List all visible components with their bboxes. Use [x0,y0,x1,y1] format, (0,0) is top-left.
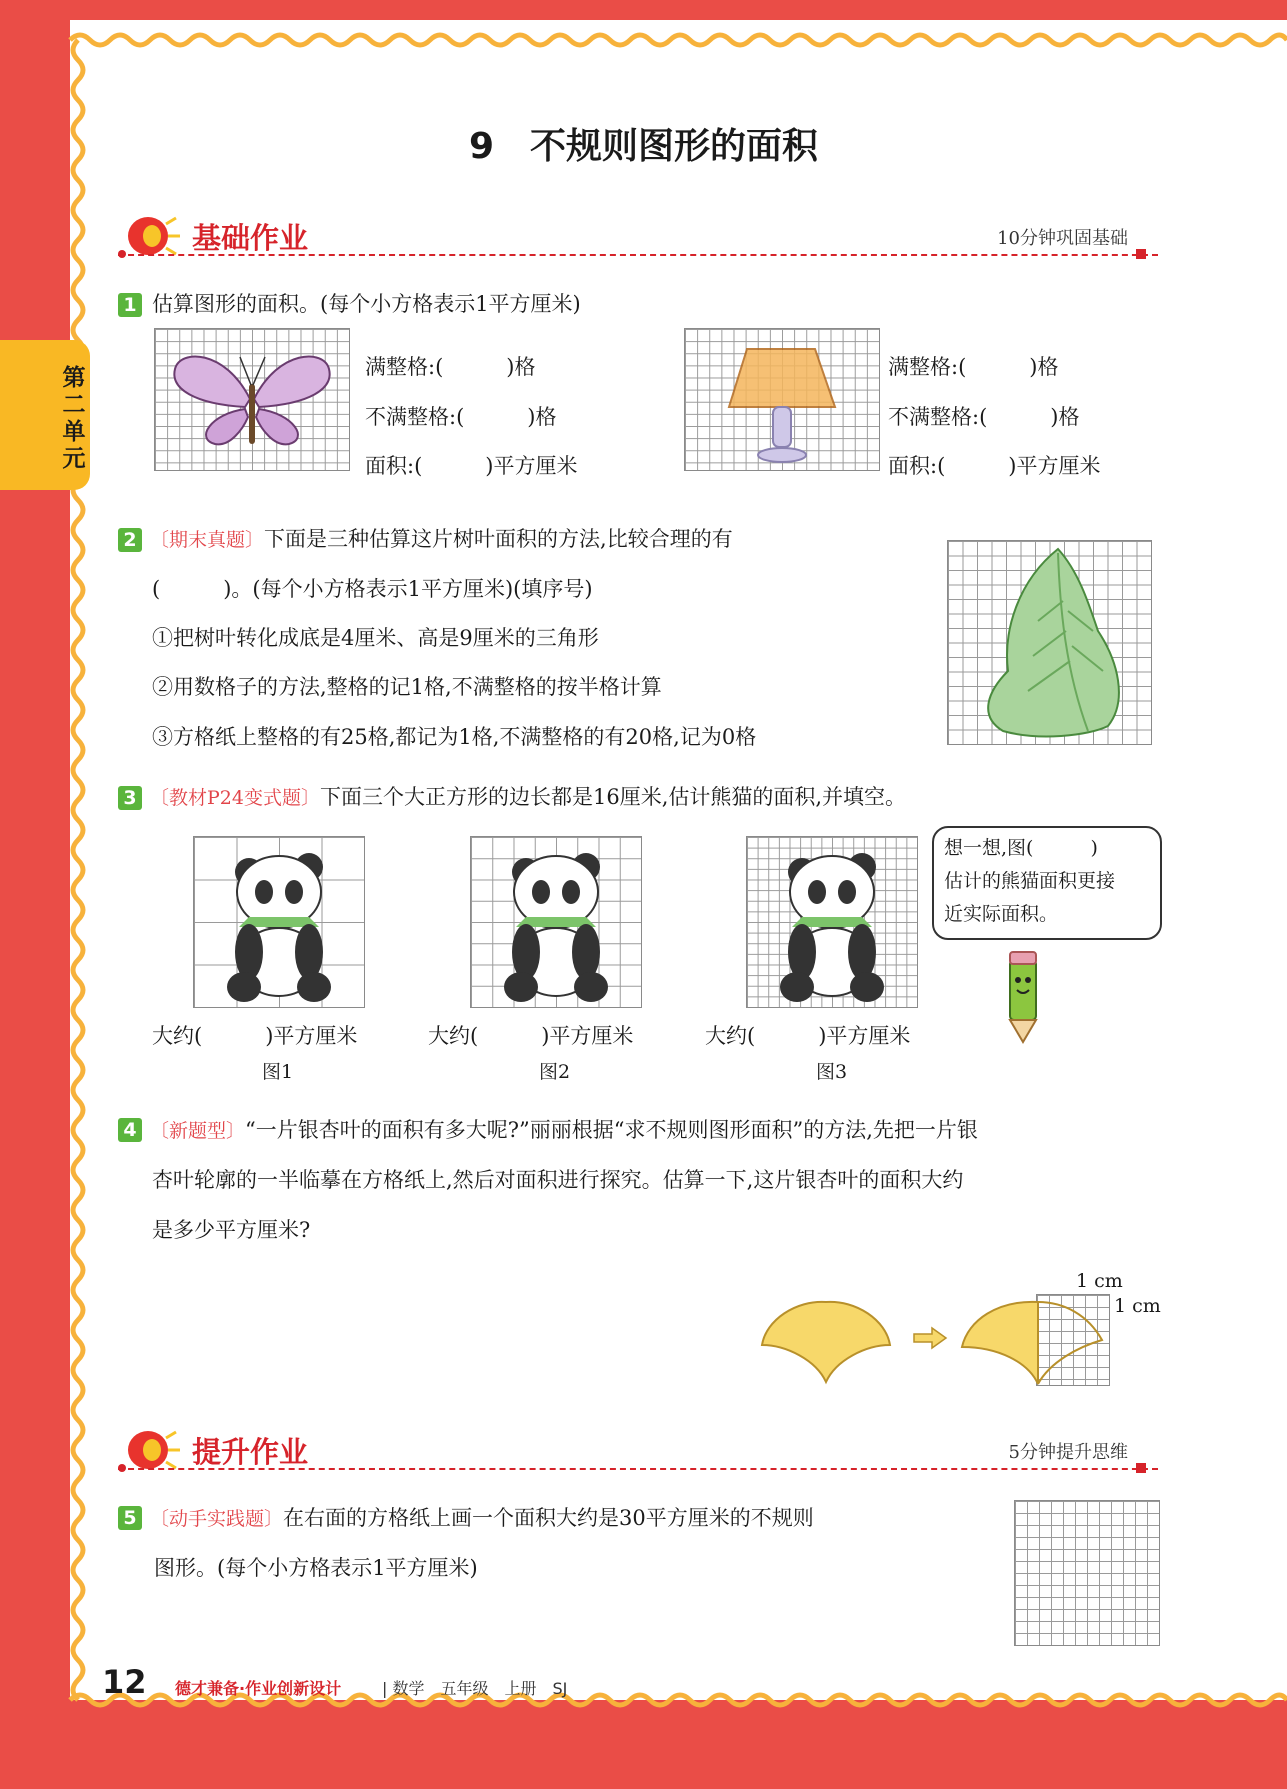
q1-right-partial-blank[interactable]: 不满整格:( )格 [888,405,1080,429]
q4-line3: 是多少平方厘米? [152,1218,311,1242]
ginkgo-leaf-traced-icon [958,1290,1108,1390]
question-number-badge: 5 [118,1506,142,1530]
bubble-line-1[interactable]: 想一想,图( ) [944,837,1098,859]
footer-info: | 数学 五年级 上册 SJ [382,1679,568,1698]
q5-tag: 〔动手实践题〕 [150,1508,284,1530]
q2-option-3: ③方格纸上整格的有25格,都记为1格,不满整格的有20格,记为0格 [152,725,757,749]
unit-label-height: 1 cm [1114,1295,1161,1317]
q2-tag: 〔期末真题〕 [150,529,265,551]
leaf-grid [947,540,1152,745]
q3-fig1-label: 图1 [262,1061,294,1083]
bubble-line-3: 近实际面积。 [944,903,1059,925]
panda-grid-2 [470,836,642,1008]
q3-fig3-answer-blank[interactable]: 大约( )平方厘米 [705,1024,911,1048]
q3-text: 下面三个大正方形的边长都是16厘米,估计熊猫的面积,并填空。 [319,785,907,809]
butterfly-grid [154,328,350,471]
question-number-badge: 2 [118,528,142,552]
q2-answer-blank[interactable]: ( )。(每个小方格表示1平方厘米)(填序号) [152,577,593,601]
ginkgo-leaf-icon [756,1290,896,1390]
q3-line [150,783,906,812]
unit-tab-label: 第二单元 [62,365,86,472]
page-number: 12 [102,1663,147,1701]
panda-icon [747,837,917,1007]
pencil-mascot-icon [994,946,1054,1046]
bubble-line-2: 估计的熊猫面积更接 [944,870,1116,892]
q1-right-area-blank[interactable]: 面积:( )平方厘米 [888,454,1101,478]
q5-line1-text: 在右面的方格纸上画一个面积大约是30平方厘米的不规则 [283,1506,814,1530]
q2-line1-text: 下面是三种估算这片树叶面积的方法,比较合理的有 [264,527,733,551]
q1-left-partial-blank[interactable]: 不满整格:( )格 [365,405,557,429]
q1-left-full-blank[interactable]: 满整格:( )格 [365,355,536,379]
section-divider [118,1468,1158,1470]
drawing-grid[interactable] [1014,1500,1160,1646]
butterfly-icon [155,329,349,470]
q2-option-1: ①把树叶转化成底是4厘米、高是9厘米的三角形 [152,626,599,650]
q2-line1 [150,525,733,554]
q1-right-full-blank[interactable]: 满整格:( )格 [888,355,1059,379]
section-advanced-note: 5分钟提升思维 [1008,1442,1128,1463]
section-basic-header [118,210,1158,270]
q3-fig2-label: 图2 [539,1061,571,1083]
lamp-grid [684,328,880,471]
q1-left-area-blank[interactable]: 面积:( )平方厘米 [365,454,578,478]
page-title: 9 不规则图形的面积 [468,126,819,167]
q4-line2: 杏叶轮廓的一半临摹在方格纸上,然后对面积进行探究。估算一下,这片银杏叶的面积大约 [152,1168,964,1192]
section-advanced-title: 提升作业 [192,1435,309,1469]
q1-prompt: 估算图形的面积。(每个小方格表示1平方厘米) [152,292,581,316]
arrow-right-icon [912,1326,948,1350]
question-number-badge: 4 [118,1118,142,1142]
q3-fig2-answer-blank[interactable]: 大约( )平方厘米 [428,1024,634,1048]
q4-tag: 〔新题型〕 [150,1120,246,1142]
lamp-icon [685,329,879,470]
q3-tag: 〔教材P24变式题〕 [150,787,320,809]
panda-grid-3 [746,836,918,1008]
divider-end-dot [118,1464,126,1472]
q3-fig3-label: 图3 [816,1061,848,1083]
section-basic-note: 10分钟巩固基础 [997,228,1128,249]
section-divider [118,254,1158,256]
question-number-badge: 1 [118,293,142,317]
q5-line1 [150,1504,814,1533]
divider-end-square [1136,249,1146,259]
panda-grid-1 [193,836,365,1008]
panda-icon [471,837,641,1007]
q5-line2: 图形。(每个小方格表示1平方厘米) [154,1556,478,1580]
section-basic-title: 基础作业 [192,221,309,255]
q4-line1-text: “一片银杏叶的面积有多大呢?”丽丽根据“求不规则图形面积”的方法,先把一片银 [245,1118,978,1142]
divider-end-square [1136,1463,1146,1473]
footer-brand: 德才兼备·作业创新设计 [175,1679,342,1698]
q3-fig1-answer-blank[interactable]: 大约( )平方厘米 [152,1024,358,1048]
q2-option-2: ②用数格子的方法,整格的记1格,不满整格的按半格计算 [152,675,662,699]
divider-end-dot [118,250,126,258]
leaf-icon [948,541,1151,744]
unit-label-width: 1 cm [1076,1270,1123,1292]
section-advanced-header [118,1424,1158,1484]
panda-icon [194,837,364,1007]
q4-line1 [150,1116,978,1145]
question-number-badge: 3 [118,786,142,810]
